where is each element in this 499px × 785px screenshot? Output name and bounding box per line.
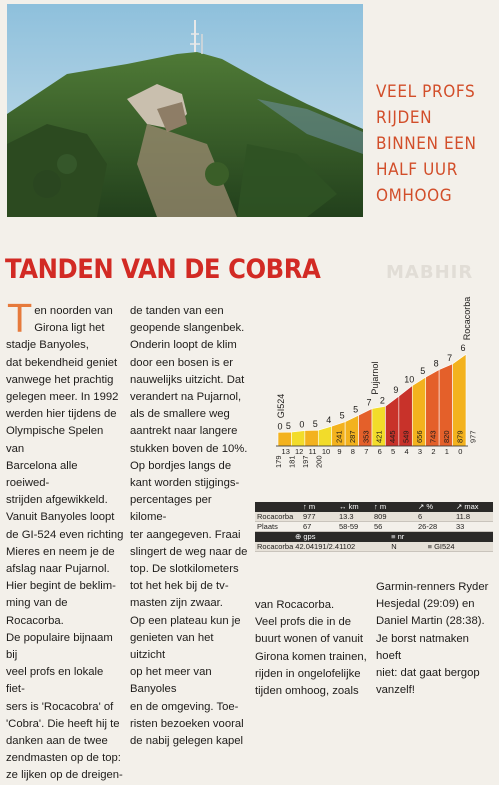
stats-cell: 26-28 (418, 522, 438, 531)
km-label: 9 (337, 447, 342, 456)
stats-header-cell (426, 532, 493, 542)
gradient-label: 5 (353, 404, 359, 415)
gradient-label: 0 (277, 421, 283, 432)
profile-segment (278, 432, 291, 446)
stats-cell: 42.04191/2.41102 (295, 542, 356, 551)
column-3-text: van Rocacorba. Veel profs die in de buurt wonen of vanuit Girona komen trainen, rijden in ongelofelijke tijden omhoog, zoals (255, 599, 367, 698)
gradient-label: 5 (285, 421, 291, 432)
km-label: 2 (431, 447, 436, 456)
profile-segment (305, 430, 318, 446)
km-label: 13 (281, 447, 290, 456)
mid-label: Pujarnol (370, 361, 380, 395)
stats-cell: 33 (456, 522, 465, 531)
stats-table (255, 502, 493, 552)
stats-header-cell: ↗ % (418, 502, 434, 511)
km-label: 11 (308, 447, 317, 456)
altitude-label: 820 (441, 430, 451, 443)
stats-row (255, 512, 493, 522)
stats-cell: N (391, 542, 397, 551)
gradient-label: 10 (404, 374, 415, 385)
altitude-label: 549 (401, 430, 411, 443)
km-label: 0 (458, 447, 463, 456)
altitude-label: 241 (334, 430, 344, 443)
gradient-label: 5 (339, 410, 345, 421)
altitude-label: 445 (388, 430, 398, 443)
km-label: 4 (404, 447, 409, 456)
altitude-label: 200 (314, 455, 324, 468)
column-1-text: en noorden van Girona ligt het stadje Banyoles, dat bekendheid geniet vanwege het prachtig gelegen meer. In 1992 werden hier tijdens de Olympische Spelen van Barcelona alle roeiwed- strijden afgewikkeld. Vanuit Banyoles loopt de GI-524 even richting Mieres en neem je de afslag naar Pujarnol. Hier begint de beklim- ming van de Rocacorba. De populaire bijnaam bij veel profs en lokale fiet- sers is 'Rocacobra' of 'Cobra'. Die heeft hij te danken aan de twee zendmasten op de top: ze lijken op de dreigen- (6, 305, 124, 782)
altitude-label: 179 (274, 455, 283, 468)
mountain-photo (7, 4, 363, 217)
km-label: 1 (444, 447, 449, 456)
gradient-label: 2 (379, 395, 385, 406)
altitude-label: 656 (415, 430, 424, 443)
gradient-label: 6 (460, 343, 466, 354)
hero-photo (7, 4, 363, 217)
stats-cell: 11.8 (456, 512, 471, 521)
altitude-label: 977 (468, 430, 478, 443)
stats-cell: 977 (303, 512, 316, 521)
stats-cell: Rocacorba (257, 542, 294, 551)
gradient-label: 9 (393, 385, 399, 396)
altitude-label: 421 (374, 430, 384, 443)
climb-profile (258, 296, 478, 472)
altitude-label: 287 (347, 430, 357, 443)
start-label: GI524 (276, 393, 286, 419)
top-label: Rocacorba (462, 296, 472, 341)
km-label: 6 (377, 447, 382, 456)
profile-segment (318, 426, 331, 446)
altitude-label: 879 (455, 430, 465, 443)
km-label: 8 (350, 447, 355, 456)
stats-cell: 6 (418, 512, 423, 521)
gradient-label: 7 (447, 352, 453, 363)
altitude-label: 353 (361, 430, 371, 443)
km-label: 10 (321, 447, 331, 456)
column-2-text: de tanden van een geopende slangenbek. Onderin loopt de klim door een bosen is er nauwelijks uitzicht. Dat verandert na Pujarnol, als de smallere weg aantrekt naar langere stukken boven de 10%. Op bordjes langs de kant worden stijgings- percentages per kilome- ter aangegeven. Fraai slingert de weg naar de top. De slotkilometers tot het hek bij de tv- masten zijn zwaar. Op een plateau kun je genieten van het uitzicht op het meer van Banyoles en de omgeving. Toe- risten bezoeken vooral de nabij gelegen kapel (130, 305, 248, 748)
article-headline: TANDEN VAN DE COBRA (5, 254, 321, 285)
profile-segment (291, 431, 304, 446)
gradient-label: 5 (420, 366, 426, 377)
article-column-2 (130, 303, 248, 750)
altitude-label: 181 (287, 455, 297, 468)
altitude-label: 197 (300, 455, 310, 468)
stats-cell: 67 (303, 522, 312, 531)
ghost-heading: MABHIR (386, 262, 474, 283)
km-label: 3 (417, 447, 423, 456)
km-label: 7 (364, 447, 369, 456)
stats-header-cell: ↑ m (303, 502, 316, 511)
gradient-label: 5 (312, 419, 318, 430)
drop-cap: T (8, 297, 32, 341)
gradient-label: 8 (433, 358, 439, 369)
gradient-label: 0 (299, 419, 305, 430)
column-4-text: Garmin-renners Ryder Hesjedal (29:09) en Daniel Martin (28:38). Je borst natmaken hoeft niet: dat gaat bergop vanzelf! (376, 581, 489, 697)
article-column-1 (6, 297, 124, 785)
stats-header-cell: ≡ nr (391, 532, 405, 541)
stats-cell: ≡ GI524 (427, 542, 455, 551)
stats-header-cell: ↑ m (374, 502, 387, 511)
stats-cell: 809 (374, 512, 387, 521)
pull-quote: VEEL PROFS RIJDEN BINNEN EEN HALF UUR OMHOOG (376, 82, 477, 206)
article-column-3 (255, 597, 373, 700)
gradient-label: 4 (326, 415, 332, 426)
stats-header-cell: ⊕ gps (295, 532, 316, 541)
stats-header-cell (255, 532, 293, 542)
km-label: 12 (294, 447, 304, 456)
stats-header-cell: ↗ max (456, 502, 479, 511)
stats-header-cell: ↔ km (339, 502, 359, 511)
stats-cell: Rocacorba (257, 512, 294, 521)
article-column-4 (376, 579, 496, 699)
climb-profile-chart (258, 296, 478, 472)
stats-row (255, 522, 493, 532)
gradient-label: 7 (366, 397, 372, 408)
km-label: 5 (391, 447, 396, 456)
stats-cell: 13.3 (339, 512, 354, 521)
stats-header-cell (255, 502, 301, 512)
altitude-label: 743 (428, 430, 438, 443)
stats-cell: 56 (374, 522, 383, 531)
stats-cell: Plaats (257, 522, 278, 531)
stats-cell: 58-59 (339, 522, 359, 531)
stats-header-2 (255, 532, 493, 542)
stats-header (255, 502, 493, 512)
stats-row (255, 542, 493, 552)
